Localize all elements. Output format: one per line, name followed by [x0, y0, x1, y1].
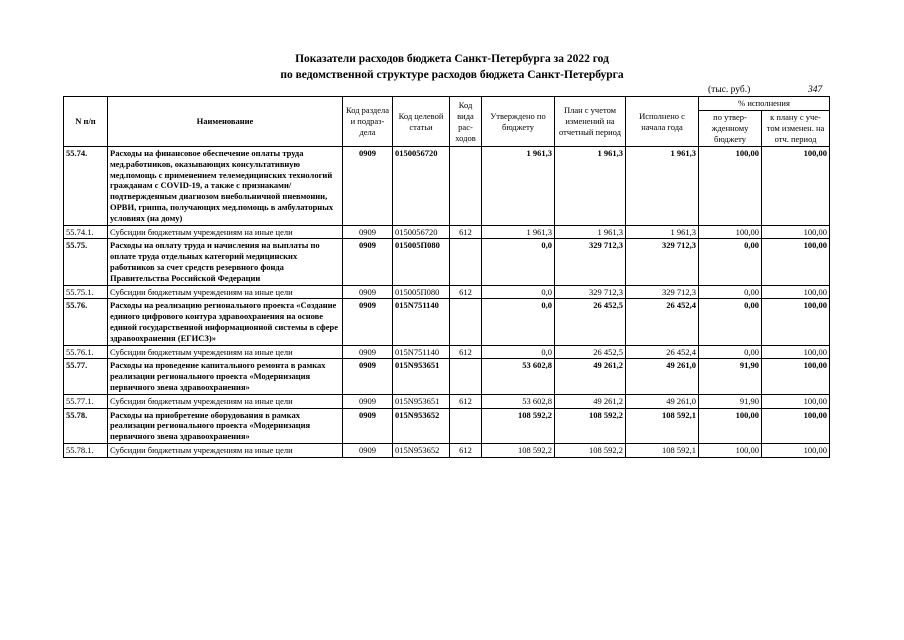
- kind-code: [450, 239, 482, 285]
- kind-code: [450, 359, 482, 394]
- row-name: Расходы на оплату труда и начисления на выплаты по оплате труда отдельных категорий медицинских работников за счет средств резервного фонда Правительства Российской Федерации: [108, 239, 343, 285]
- executed-value: 329 712,3: [626, 285, 699, 299]
- executed-value: 49 261,0: [626, 394, 699, 408]
- header-name: Наименование: [108, 97, 343, 147]
- header-pct-plan: к плану с уче-том изменен. на отч. период: [762, 111, 830, 147]
- article-code: 0150056720: [393, 225, 450, 239]
- header-executed: Исполнено с начала года: [626, 97, 699, 147]
- executed-value: 108 592,1: [626, 443, 699, 457]
- expenditure-table: [63, 96, 830, 458]
- executed-value: 26 452,4: [626, 345, 699, 359]
- table-header: [64, 97, 830, 147]
- table-row: [64, 299, 830, 345]
- table-row: [64, 285, 830, 299]
- pct-plan-value: 100,00: [762, 147, 830, 226]
- approved-value: 0,0: [482, 239, 555, 285]
- pct-budget-value: 100,00: [699, 147, 762, 226]
- kind-code: 612: [450, 285, 482, 299]
- executed-value: 1 961,3: [626, 225, 699, 239]
- table-row: [64, 225, 830, 239]
- section-code: 0909: [343, 299, 393, 345]
- pct-plan-value: 100,00: [762, 443, 830, 457]
- row-name: Субсидии бюджетным учреждениям на иные цели: [108, 345, 343, 359]
- row-name: Расходы на реализацию регионального проекта «Создание единого цифрового контура здравоохранения на основе единой государственной информационной системы в сфере здравоохранения (ЕГИСЗ)»: [108, 299, 343, 345]
- executed-value: 26 452,4: [626, 299, 699, 345]
- header-article-code: Код целевой статьи: [393, 97, 450, 147]
- approved-value: 0,0: [482, 285, 555, 299]
- section-code: 0909: [343, 443, 393, 457]
- page-number: 347: [808, 85, 823, 95]
- plan-value: 1 961,3: [555, 147, 626, 226]
- executed-value: 108 592,1: [626, 408, 699, 443]
- table-row: [64, 239, 830, 285]
- approved-value: 0,0: [482, 345, 555, 359]
- table-row: [64, 408, 830, 443]
- header-approved: Утверждено по бюджету: [482, 97, 555, 147]
- plan-value: 49 261,2: [555, 359, 626, 394]
- header-num: N п/п: [64, 97, 108, 147]
- pct-plan-value: 100,00: [762, 408, 830, 443]
- row-name: Расходы на проведение капитального ремонта в рамках реализации регионального проекта «Модернизация первичного звена здравоохранения»: [108, 359, 343, 394]
- kind-code: 612: [450, 225, 482, 239]
- table-row: [64, 443, 830, 457]
- row-name: Расходы на финансовое обеспечение оплаты труда мед.работников, оказывающих консультативную мед.помощь с применением телемедицинских технологий гражданам с COVID-19, а также с признаками/подтвержденным диагнозом внебольничной пневмонии, ОРВИ, гриппа, получающих мед.помощь в амбулаторных условиях (на дому): [108, 147, 343, 226]
- plan-value: 26 452,5: [555, 345, 626, 359]
- section-code: 0909: [343, 285, 393, 299]
- article-code: 015N751140: [393, 345, 450, 359]
- pct-budget-value: 91,90: [699, 394, 762, 408]
- units-label: (тыс. руб.): [708, 85, 751, 95]
- plan-value: 108 592,2: [555, 408, 626, 443]
- row-name: Субсидии бюджетным учреждениям на иные цели: [108, 225, 343, 239]
- section-code: 0909: [343, 225, 393, 239]
- approved-value: 0,0: [482, 299, 555, 345]
- section-code: 0909: [343, 239, 393, 285]
- pct-plan-value: 100,00: [762, 394, 830, 408]
- row-number: 55.78.: [64, 408, 108, 443]
- header-plan: План с учетом изменений на отчетный период: [555, 97, 626, 147]
- kind-code: 612: [450, 443, 482, 457]
- header-section-code: Код раздела и подраз-дела: [343, 97, 393, 147]
- executed-value: 1 961,3: [626, 147, 699, 226]
- section-code: 0909: [343, 394, 393, 408]
- section-code: 0909: [343, 147, 393, 226]
- header-kind-code: Код вида рас-ходов: [450, 97, 482, 147]
- plan-value: 49 261,2: [555, 394, 626, 408]
- row-number: 55.75.1.: [64, 285, 108, 299]
- table-row: [64, 147, 830, 226]
- pct-budget-value: 91,90: [699, 359, 762, 394]
- row-number: 55.77.1.: [64, 394, 108, 408]
- article-code: 015005П080: [393, 239, 450, 285]
- article-code: 015N953652: [393, 443, 450, 457]
- pct-budget-value: 0,00: [699, 345, 762, 359]
- row-number: 55.74.1.: [64, 225, 108, 239]
- approved-value: 108 592,2: [482, 408, 555, 443]
- kind-code: [450, 147, 482, 226]
- article-code: 015N953652: [393, 408, 450, 443]
- row-number: 55.77.: [64, 359, 108, 394]
- header-pct-budget: по утвер-жденному бюджету: [699, 111, 762, 147]
- pct-budget-value: 0,00: [699, 239, 762, 285]
- approved-value: 1 961,3: [482, 225, 555, 239]
- table-row: [64, 394, 830, 408]
- plan-value: 26 452,5: [555, 299, 626, 345]
- pct-plan-value: 100,00: [762, 299, 830, 345]
- pct-budget-value: 100,00: [699, 443, 762, 457]
- pct-plan-value: 100,00: [762, 345, 830, 359]
- article-code: 015N953651: [393, 359, 450, 394]
- pct-budget-value: 100,00: [699, 408, 762, 443]
- pct-plan-value: 100,00: [762, 239, 830, 285]
- executed-value: 329 712,3: [626, 239, 699, 285]
- approved-value: 1 961,3: [482, 147, 555, 226]
- row-number: 55.76.: [64, 299, 108, 345]
- row-name: Субсидии бюджетным учреждениям на иные цели: [108, 285, 343, 299]
- row-name: Субсидии бюджетным учреждениям на иные цели: [108, 394, 343, 408]
- article-code: 0150056720: [393, 147, 450, 226]
- article-code: 015005П080: [393, 285, 450, 299]
- row-number: 55.76.1.: [64, 345, 108, 359]
- plan-value: 329 712,3: [555, 285, 626, 299]
- section-code: 0909: [343, 345, 393, 359]
- row-name: Расходы на приобретение оборудования в рамках реализации регионального проекта «Модернизация первичного звена здравоохранения»: [108, 408, 343, 443]
- approved-value: 108 592,2: [482, 443, 555, 457]
- pct-budget-value: 0,00: [699, 285, 762, 299]
- table-row: [64, 359, 830, 394]
- section-code: 0909: [343, 359, 393, 394]
- approved-value: 53 602,8: [482, 359, 555, 394]
- article-code: 015N751140: [393, 299, 450, 345]
- kind-code: 612: [450, 345, 482, 359]
- row-number: 55.75.: [64, 239, 108, 285]
- header-pct-group: % исполнения: [699, 97, 830, 111]
- row-name: Субсидии бюджетным учреждениям на иные цели: [108, 443, 343, 457]
- article-code: 015N953651: [393, 394, 450, 408]
- section-code: 0909: [343, 408, 393, 443]
- kind-code: 612: [450, 394, 482, 408]
- report-title-line-1: Показатели расходов бюджета Санкт-Петербурга за 2022 год: [295, 53, 609, 65]
- report-title-line-2: по ведомственной структуре расходов бюджета Санкт-Петербурга: [280, 69, 624, 81]
- row-number: 55.78.1.: [64, 443, 108, 457]
- kind-code: [450, 299, 482, 345]
- table-body: [64, 147, 830, 458]
- kind-code: [450, 408, 482, 443]
- plan-value: 329 712,3: [555, 239, 626, 285]
- pct-budget-value: 0,00: [699, 299, 762, 345]
- executed-value: 49 261,0: [626, 359, 699, 394]
- approved-value: 53 602,8: [482, 394, 555, 408]
- plan-value: 1 961,3: [555, 225, 626, 239]
- pct-plan-value: 100,00: [762, 225, 830, 239]
- pct-plan-value: 100,00: [762, 359, 830, 394]
- row-number: 55.74.: [64, 147, 108, 226]
- pct-plan-value: 100,00: [762, 285, 830, 299]
- plan-value: 108 592,2: [555, 443, 626, 457]
- pct-budget-value: 100,00: [699, 225, 762, 239]
- table-row: [64, 345, 830, 359]
